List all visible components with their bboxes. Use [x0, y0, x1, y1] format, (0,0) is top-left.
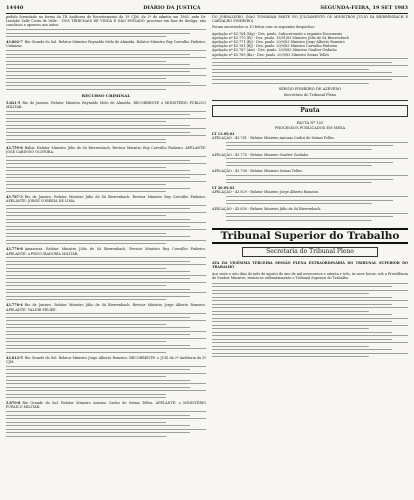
case-number: 43.802-7 — [6, 40, 23, 45]
case-text: Rio de Janeiro. Relator Ministro Júlio de Sá Bierrenbach. Revisor Ministro Jorge Alberto Romeiro. APELANTE: VALDIR FELIPE. — [6, 303, 206, 312]
text-line — [6, 141, 206, 144]
pauta-item-text: APELAÇÃO - 43.829 - Relator Ministro Jorge Alberto Romeiro. — [212, 190, 320, 195]
pauta-item — [212, 136, 408, 151]
case-number: 43.787-3 — [6, 195, 23, 200]
pauta-item — [212, 153, 408, 168]
case-entry — [6, 195, 206, 245]
pauta-title: Pauta — [212, 105, 408, 117]
case-number: 43.812-5 — [6, 355, 23, 360]
pauta-items — [212, 132, 408, 222]
publication-date: SEGUNDA-FEIRA, 19 SET 1983 — [320, 5, 408, 11]
right-note: Foram encerrados os 10 feitos com os seguintes despachos: — [212, 25, 316, 30]
pauta-date-label: LT 20.09.83 — [212, 186, 235, 191]
case-text: Rio Grande do Sul. Relator Ministro Jorge Alberto Romeiro. RECORRENTE: o JUIZ da 2ª Auditoria da 3ª CJM. — [6, 355, 206, 364]
text-line — [6, 88, 206, 91]
case-text: Rio de Janeiro. Relator Ministro Reynaldo Melo de Almeida. RECORRENTE o MINISTÉRIO PÚBLICO MILITAR. — [6, 100, 206, 109]
tst-title: Tribunal Superior do Trabalho — [212, 228, 408, 244]
tst-ata-body: Aos vinte e oito dias do mês de agosto do ano de mil novecentos e oitenta e três, às nove horas, sob a Presidência do Senhor Ministro, reuniu-se ordinariamente o Tribunal Superior do Trabalho. — [212, 271, 408, 280]
case-text: Amazonas. Relator Ministro Júlio de Sá Bierrenbach. Revisor Ministro Ruy Carvalho Pinheiro. APELANTE: a PROCURADORIA MILITAR. — [6, 247, 206, 256]
text-line — [226, 148, 408, 151]
case-number: 43.759-8 — [6, 146, 23, 151]
page-number: 14440 — [6, 5, 24, 11]
pauta-item — [212, 169, 408, 184]
case-text: Rio Grande do Sul. Relator Ministro Antonio Carlos de Seixas Telles. APELANTE: o MINISTÉRIO PÚBLICO MILITAR. — [6, 401, 206, 410]
case-entry — [6, 303, 206, 353]
text-line — [226, 181, 408, 184]
text-line — [6, 435, 206, 438]
apelacao-item: Apelação nº 43.787 (Am) - Des. paulo. 20/9/83 Ministro Gualter Godinho — [212, 48, 337, 53]
right-intro: DO JORNALEIRO. (NÃO TOMARAM PARTE NO JULGAMENTO OS MINISTROS JÚLIO SÁ BIERRENBACH E CARVALHO PINHEIRO). — [212, 15, 408, 24]
text-line — [6, 190, 206, 193]
right-column — [212, 15, 408, 497]
case-number: 43.776-8 — [6, 247, 23, 252]
pauta-item — [212, 207, 408, 222]
case-entry — [6, 401, 206, 437]
text-line — [226, 202, 408, 205]
page-header — [6, 3, 408, 14]
apelacao-item: Apelação nº 43.764 (Mg) - Des. paulo. Subscrevendo o seguinte Documento — [212, 31, 343, 36]
pauta-item — [212, 190, 408, 205]
tst-ata-heading: ATA DA VIGÉSIMA TERCEIRA SESSÃO PLENA EXTRAORDINÁRIA DO TRIBUNAL SUPERIOR DO TRABALHO — [212, 261, 408, 270]
pauta-item-text: APELAÇÃO - 43.775 - Relator Ministro Gualter Godinho. — [212, 152, 310, 157]
apelacao-item: Apelação nº 43.789 (Ba) - Des. paulo. 20/9/83 Ministro Seixas Telles — [212, 52, 330, 57]
journal-title: DIÁRIO DA JUSTIÇA — [143, 5, 201, 11]
case-number: 5.870-8 — [6, 401, 21, 406]
pauta-note: PROCESSOS PUBLICADOS EM MESA — [274, 125, 346, 130]
tst-secretaria: Secretaria do Tribunal Pleno — [242, 247, 378, 257]
signature-name: SÉRGIO PINHEIRO DE AZEVEDO — [278, 86, 342, 91]
case-entry — [6, 356, 206, 399]
case-text: Rio Grande do Sul. Relator Ministro Reynaldo Melo de Almeida. Relator Ministro Ruy Carvalho Pinheiro. Unânime. — [6, 40, 206, 49]
signature-role: Secretário do Tribunal Pleno — [283, 93, 337, 98]
text-line — [6, 396, 206, 399]
case-entry — [6, 247, 206, 301]
pauta-item-text: APELAÇÃO - 43.761 - Relator Ministro Antonio Carlos de Seixas Telles. — [212, 136, 335, 141]
case-text: Rio de Janeiro. Relator Ministro Júlio de Sá Bierrenbach. Revisor Ministro Ruy Carvalho Pinheiro. APELANTE: JORGE CORREIA DE LIMA. — [6, 195, 206, 204]
text-line — [226, 219, 408, 222]
text-line — [6, 242, 206, 245]
text-line — [212, 82, 408, 85]
text-line — [212, 355, 408, 358]
text-line — [6, 35, 206, 38]
apelacoes-list — [212, 32, 408, 85]
case-text: pedido formulado na forma da TR Auditoria de Recrutamento de 19 CJM, da 2ª de admitir em 1983, ante Dr. Lindabe Valle Costa de Valle. - DOS TRIBUNAIS DE VINDA E NÃO ENVIADO. processo em fase de desliga, não conclusos e apensos aos autos. — [6, 15, 206, 28]
text-line — [6, 298, 206, 301]
apelacao-item: Apelação nº 43.770 (Pi) - Des. paulo. 13/81/83 Ministro Júlio de Sá Bierrenbach — [212, 35, 349, 40]
case-text: Bahia. Relator Ministro Júlio de Sá Bierrenbach. Revisor Ministro Ruy Carvalho Pinheiro. APELANTE: JOSÉ CARDOSO OLIVEIRA. — [6, 146, 206, 155]
apelacao-item: Apelação nº 43.761 (Rj) - Des. paulo. 20/9/83 Ministro Carvalho Pinheiro — [212, 44, 338, 49]
apelacao-item: Apelação nº 43.771 (Rj) - Des. paulo. 20/9/83 Ministro Jorge Alberto Romeiro — [212, 40, 345, 45]
pauta-item-text: APELAÇÃO - 43.830 - Relator Ministro Júlio de Sá Bierrenbach. — [212, 207, 322, 212]
divider — [212, 100, 408, 101]
case-number: 5.821-5 — [6, 100, 21, 105]
pauta-subtitle: PAUTA Nº 155 — [296, 121, 324, 126]
tst-body-lines — [212, 282, 408, 359]
case-entry — [6, 146, 206, 193]
pauta-item-text: APELAÇÃO - 43.798 - Relator Ministro Seixas Telles. — [212, 169, 303, 174]
case-entry — [6, 94, 206, 98]
case-entry — [6, 15, 206, 38]
section-heading: RECURSO CRIMINAL — [81, 92, 131, 98]
text-line — [226, 164, 408, 167]
left-column — [6, 15, 206, 497]
case-entry — [6, 40, 206, 90]
case-entry — [6, 101, 206, 144]
case-number: 43.778-4 — [6, 303, 23, 308]
text-line — [6, 351, 206, 354]
pauta-date-label: LT 13.09.83 — [212, 131, 235, 136]
